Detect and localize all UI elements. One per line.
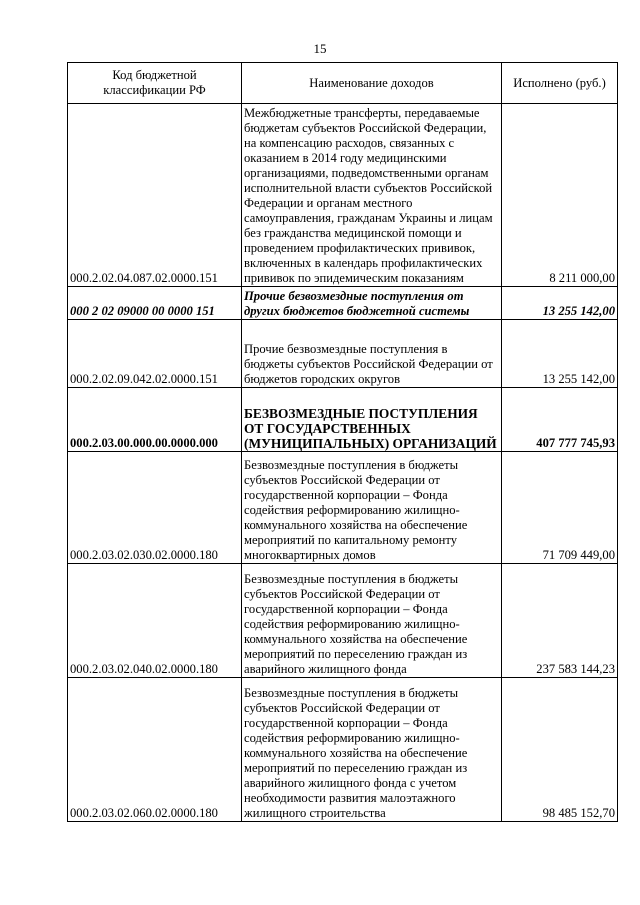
row-code: 000 2 02 09000 00 0000 151 <box>68 287 242 320</box>
row-code: 000.2.03.00.000.00.0000.000 <box>68 388 242 452</box>
table-row <box>68 320 618 388</box>
table-row <box>68 564 618 678</box>
table-row <box>68 287 618 320</box>
row-name: Прочие безвозмездные поступления от других бюджетов бюджетной системы <box>242 287 502 320</box>
row-name: Безвозмездные поступления в бюджеты субъектов Российской Федерации от государственной корпорации – Фонда содействия реформированию жилищно-коммунального хозяйства на обеспечение мероприятий по капитальному ремонту многоквартирных домов <box>242 452 502 564</box>
row-name: Межбюджетные трансферты, передаваемые бюджетам субъектов Российской Федерации, на компенсацию расходов, связанных с оказанием в 2014 году медицинскими организациями, подведомственными органам исполнительной власти субъектов Российской Федерации и органам местного самоуправления, гражданам Украины и лицам без гражданства медицинской помощи и проведением профилактических прививок, включенных в календарь профилактических прививок по эпидемическим показаниям <box>242 104 502 287</box>
row-code: 000.2.03.02.030.02.0000.180 <box>68 452 242 564</box>
row-code: 000.2.02.04.087.02.0000.151 <box>68 104 242 287</box>
row-name: Безвозмездные поступления в бюджеты субъектов Российской Федерации от государственной корпорации – Фонда содействия реформированию жилищно-коммунального хозяйства на обеспечение мероприятий по переселению граждан из аварийного жилищного фонда <box>242 564 502 678</box>
table-row <box>68 388 618 452</box>
row-amount: 13 255 142,00 <box>502 320 618 388</box>
row-code: 000.2.03.02.060.02.0000.180 <box>68 678 242 822</box>
header-name: Наименование доходов <box>242 63 502 104</box>
page-number: 15 <box>313 41 327 56</box>
row-name: Безвозмездные поступления в бюджеты субъектов Российской Федерации от государственной корпорации – Фонда содействия реформированию жилищно-коммунального хозяйства на обеспечение мероприятий по переселению граждан из аварийного жилищного фонда с учетом необходимости развития малоэтажного жилищного строительства <box>242 678 502 822</box>
row-amount: 8 211 000,00 <box>502 104 618 287</box>
header-code: Код бюджетной классификации РФ <box>68 63 242 104</box>
row-name: БЕЗВОЗМЕЗДНЫЕ ПОСТУПЛЕНИЯ ОТ ГОСУДАРСТВЕННЫХ (МУНИЦИПАЛЬНЫХ) ОРГАНИЗАЦИЙ <box>242 388 502 452</box>
table-row <box>68 452 618 564</box>
row-code: 000.2.02.09.042.02.0000.151 <box>68 320 242 388</box>
row-amount: 98 485 152,70 <box>502 678 618 822</box>
table-row <box>68 678 618 822</box>
table-header-row <box>68 63 618 104</box>
row-amount: 407 777 745,93 <box>502 388 618 452</box>
row-amount: 71 709 449,00 <box>502 452 618 564</box>
table-row <box>68 104 618 287</box>
header-amount: Исполнено (руб.) <box>502 63 618 104</box>
revenue-table <box>67 62 618 822</box>
row-code: 000.2.03.02.040.02.0000.180 <box>68 564 242 678</box>
row-name: Прочие безвозмездные поступления в бюджеты субъектов Российской Федерации от бюджетов городских округов <box>242 320 502 388</box>
row-amount: 237 583 144,23 <box>502 564 618 678</box>
row-amount: 13 255 142,00 <box>502 287 618 320</box>
